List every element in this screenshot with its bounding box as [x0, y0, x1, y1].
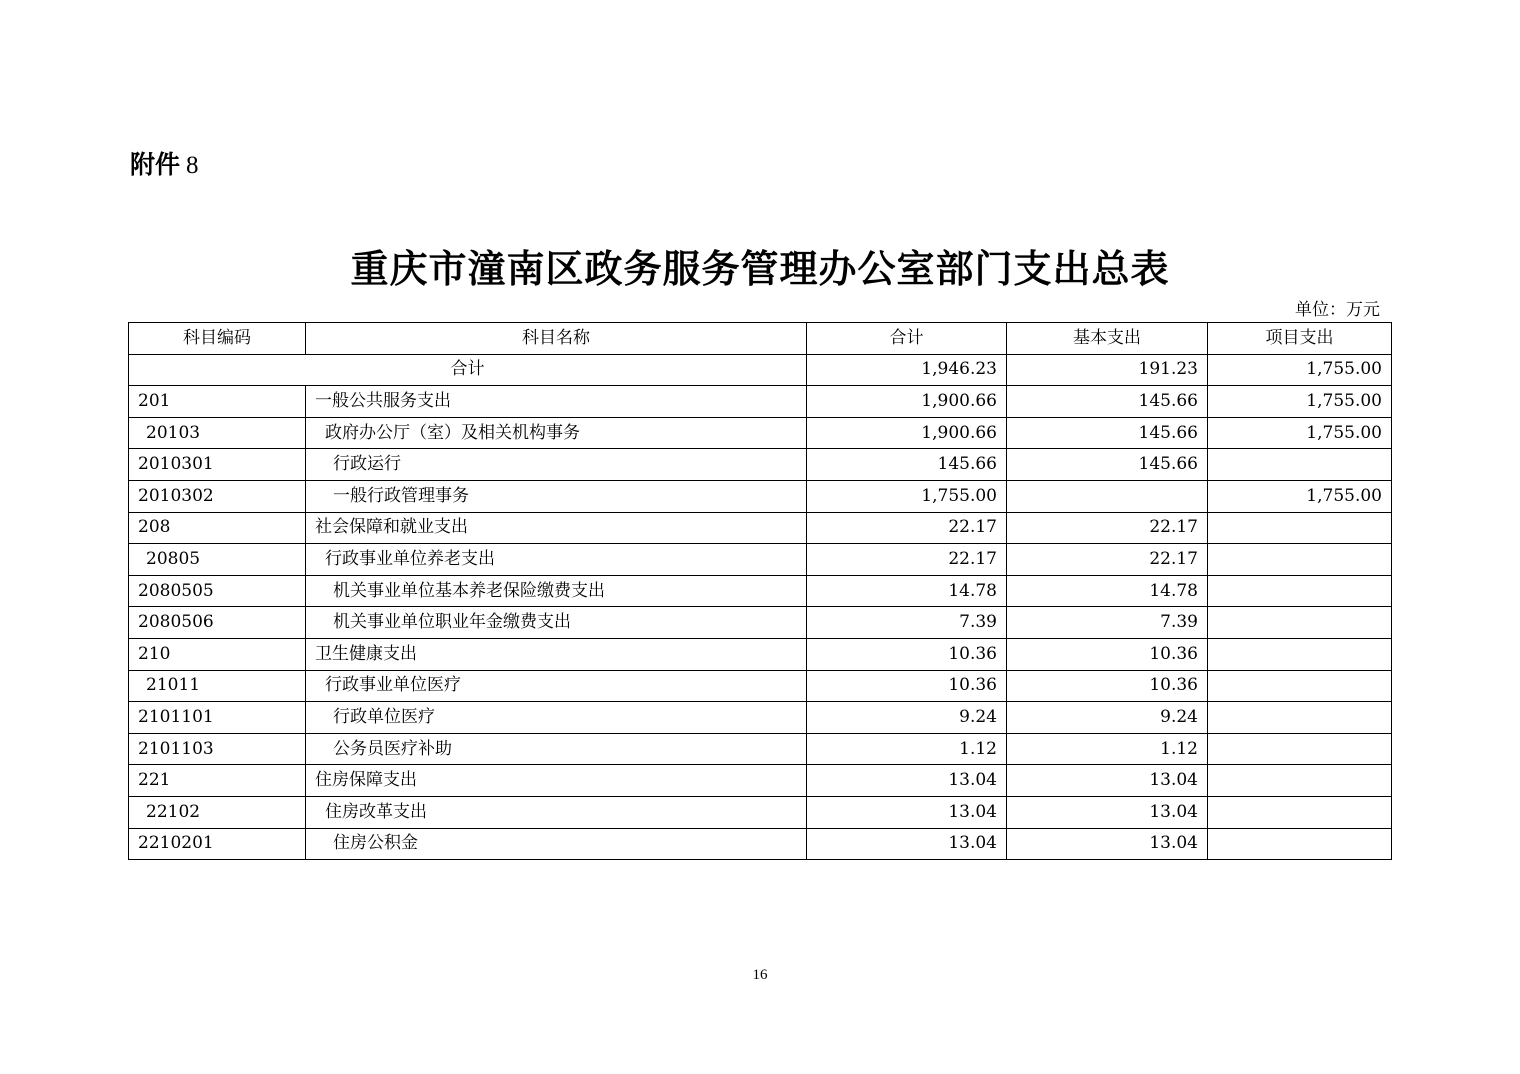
cell-code: 20103: [129, 417, 306, 449]
cell-total: 1,900.66: [807, 417, 1007, 449]
cell-code: 2101103: [129, 733, 306, 765]
table-row: [129, 702, 1392, 734]
cell-total: 10.36: [807, 670, 1007, 702]
cell-basic: [1007, 480, 1208, 512]
cell-total: 1,755.00: [807, 480, 1007, 512]
expenditure-table: [128, 322, 1392, 860]
attachment-label: 附件: [130, 150, 181, 179]
table-header-row: [129, 323, 1392, 355]
unit-label: 单位：万元: [1295, 300, 1380, 320]
total-row-basic: 191.23: [1007, 354, 1208, 386]
table-row: [129, 449, 1392, 481]
cell-name: 一般公共服务支出: [306, 386, 807, 418]
cell-basic: 145.66: [1007, 386, 1208, 418]
cell-name: 行政事业单位养老支出: [306, 544, 807, 576]
cell-code: 2080506: [129, 607, 306, 639]
table-row: [129, 512, 1392, 544]
cell-code: 2010302: [129, 480, 306, 512]
cell-project: [1208, 575, 1392, 607]
cell-basic: 13.04: [1007, 828, 1208, 860]
cell-name: 社会保障和就业支出: [306, 512, 807, 544]
cell-total: 14.78: [807, 575, 1007, 607]
cell-total: 145.66: [807, 449, 1007, 481]
cell-project: [1208, 449, 1392, 481]
cell-total: 13.04: [807, 796, 1007, 828]
cell-name: 一般行政管理事务: [306, 480, 807, 512]
header-name: 科目名称: [306, 323, 807, 355]
cell-code: 221: [129, 765, 306, 797]
table-row: [129, 607, 1392, 639]
cell-basic: 145.66: [1007, 417, 1208, 449]
cell-project: 1,755.00: [1208, 417, 1392, 449]
table-row: [129, 417, 1392, 449]
cell-code: 22102: [129, 796, 306, 828]
cell-basic: 10.36: [1007, 638, 1208, 670]
cell-basic: 22.17: [1007, 544, 1208, 576]
total-row-project: 1,755.00: [1208, 354, 1392, 386]
cell-project: [1208, 512, 1392, 544]
cell-code: 201: [129, 386, 306, 418]
table-row: [129, 544, 1392, 576]
cell-name: 住房保障支出: [306, 765, 807, 797]
attachment-heading: [130, 145, 199, 181]
table-row: [129, 575, 1392, 607]
header-code: 科目编码: [129, 323, 306, 355]
cell-basic: 10.36: [1007, 670, 1208, 702]
table-row: [129, 765, 1392, 797]
header-project: 项目支出: [1208, 323, 1392, 355]
table-row: [129, 828, 1392, 860]
cell-code: 21011: [129, 670, 306, 702]
total-row-total: 1,946.23: [807, 354, 1007, 386]
cell-basic: 14.78: [1007, 575, 1208, 607]
cell-project: 1,755.00: [1208, 386, 1392, 418]
cell-basic: 13.04: [1007, 796, 1208, 828]
cell-basic: 145.66: [1007, 449, 1208, 481]
cell-total: 9.24: [807, 702, 1007, 734]
total-row-label: 合计: [129, 354, 807, 386]
cell-code: 2080505: [129, 575, 306, 607]
table-row: [129, 480, 1392, 512]
table-row: [129, 670, 1392, 702]
cell-total: 7.39: [807, 607, 1007, 639]
cell-name: 政府办公厅（室）及相关机构事务: [306, 417, 807, 449]
cell-code: 2010301: [129, 449, 306, 481]
cell-basic: 22.17: [1007, 512, 1208, 544]
cell-name: 机关事业单位职业年金缴费支出: [306, 607, 807, 639]
cell-total: 22.17: [807, 544, 1007, 576]
cell-name: 住房公积金: [306, 828, 807, 860]
cell-project: [1208, 733, 1392, 765]
cell-name: 卫生健康支出: [306, 638, 807, 670]
cell-basic: 9.24: [1007, 702, 1208, 734]
cell-project: 1,755.00: [1208, 480, 1392, 512]
cell-name: 机关事业单位基本养老保险缴费支出: [306, 575, 807, 607]
table-row: [129, 638, 1392, 670]
cell-code: 20805: [129, 544, 306, 576]
cell-total: 1.12: [807, 733, 1007, 765]
cell-name: 行政单位医疗: [306, 702, 807, 734]
cell-total: 1,900.66: [807, 386, 1007, 418]
cell-code: 2210201: [129, 828, 306, 860]
cell-project: [1208, 828, 1392, 860]
cell-code: 2101101: [129, 702, 306, 734]
cell-name: 住房改革支出: [306, 796, 807, 828]
cell-project: [1208, 670, 1392, 702]
cell-name: 公务员医疗补助: [306, 733, 807, 765]
cell-name: 行政运行: [306, 449, 807, 481]
cell-code: 208: [129, 512, 306, 544]
cell-name: 行政事业单位医疗: [306, 670, 807, 702]
header-basic: 基本支出: [1007, 323, 1208, 355]
header-total: 合计: [807, 323, 1007, 355]
cell-code: 210: [129, 638, 306, 670]
document-title: 重庆市潼南区政务服务管理办公室部门支出总表: [350, 246, 1170, 291]
cell-total: 10.36: [807, 638, 1007, 670]
cell-project: [1208, 544, 1392, 576]
page-number: 16: [752, 967, 768, 983]
cell-total: 13.04: [807, 828, 1007, 860]
total-row: [129, 354, 1392, 386]
cell-basic: 7.39: [1007, 607, 1208, 639]
cell-basic: 1.12: [1007, 733, 1208, 765]
cell-project: [1208, 638, 1392, 670]
attachment-number: 8: [186, 152, 199, 179]
cell-project: [1208, 607, 1392, 639]
cell-project: [1208, 796, 1392, 828]
cell-total: 22.17: [807, 512, 1007, 544]
table-row: [129, 733, 1392, 765]
table-row: [129, 796, 1392, 828]
cell-total: 13.04: [807, 765, 1007, 797]
table-row: [129, 386, 1392, 418]
cell-project: [1208, 702, 1392, 734]
cell-project: [1208, 765, 1392, 797]
cell-basic: 13.04: [1007, 765, 1208, 797]
